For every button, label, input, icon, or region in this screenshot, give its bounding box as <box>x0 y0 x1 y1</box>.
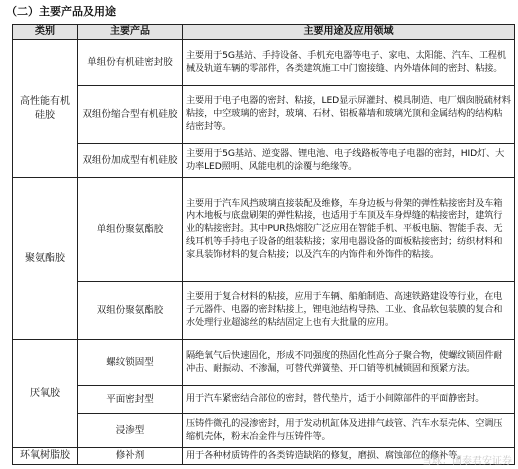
product-cell: 单组份聚氨酯胶 <box>78 178 183 282</box>
usage-cell: 压铸件微孔的浸渗密封，用于发动机缸体及进排气歧管、汽车水泵壳体、空调压缩机壳体，粉末冶金件与压铸件等。 <box>183 414 515 448</box>
usage-cell: 主要用于汽车风挡玻璃直接装配及维修，车身边板与骨架的弹性粘接密封及车箱内木地板与底盘刷架的弹性粘接，也适用于车顶及车身焊缝的粘接密封，建筑行业的粘接密封。其中PUR热熔胶广泛应用在智能手机、平板电脑、智能手表、无线耳机等手持电子设备的组装粘接；家用电器设备的面板粘接密封；纺织材料和家具装饰材料的复合粘接；以及汽车的内饰件和外饰件的粘接。 <box>183 178 515 282</box>
category-cell: 高性能有机硅胶 <box>13 40 78 178</box>
table-row <box>13 340 515 386</box>
table-row <box>13 86 515 144</box>
watermark: 雪球：国泰君安证券 <box>422 456 512 467</box>
product-cell: 双组份加成型有机硅胶 <box>78 144 183 178</box>
category-cell: 环氧树脂胶 <box>13 448 78 465</box>
header-usage: 主要用途及应用领域 <box>183 25 515 40</box>
product-cell: 单组份有机硅密封胶 <box>78 40 183 86</box>
product-cell: 双组份聚氨酯胶 <box>78 282 183 340</box>
usage-cell: 主要用于复合材料的粘接，应用于车辆、船舶制造、高速铁路建设等行业，在电子元器件、电器的密封粘接上，锂电池结构导热、工业、食品软包装膜的复合和水处理行业超滤丝的粘结固定上也有大批量的应用。 <box>183 282 515 340</box>
product-cell: 螺纹锁固型 <box>78 340 183 386</box>
table-row <box>13 282 515 340</box>
header-product: 主要产品 <box>78 25 183 40</box>
usage-cell: 主要用于5G基站、逆变器、锂电池、电子线路板等电子电器的密封，HID灯、大功率LED照明、风能电机的涂覆与绝缘等。 <box>183 144 515 178</box>
category-cell: 厌氧胶 <box>13 340 78 448</box>
table-row <box>13 386 515 414</box>
table-row <box>13 414 515 448</box>
products-table <box>12 24 515 465</box>
product-cell: 平面密封型 <box>78 386 183 414</box>
product-cell: 浸渗型 <box>78 414 183 448</box>
category-cell: 聚氨酯胶 <box>13 178 78 340</box>
usage-cell: 隔绝氧气后快速固化，形成不同强度的热固化性高分子聚合物，使螺纹锁固件耐冲击、耐振动、不渗漏，可替代弹簧垫、开口销等机械锁固和预紧方法。 <box>183 340 515 386</box>
usage-cell: 主要用于电子电器的密封、粘接，LED显示屏灌封、模具制造、电厂烟囱脱硫材料粘接，中空玻璃的密封，玻璃、石材、铝板幕墙和玻璃光顶和金属结构的结构粘结密封等。 <box>183 86 515 144</box>
product-cell: 修补剂 <box>78 448 183 465</box>
usage-cell: 用于汽车紧密结合部位的密封，替代垫片，适于小间隙部件的平面静密封。 <box>183 386 515 414</box>
header-category: 类别 <box>13 25 78 40</box>
table-row <box>13 144 515 178</box>
table-header-row <box>13 25 515 40</box>
usage-cell: 主要用于5G基站、手持设备、手机充电器等电子、家电、太阳能、汽车、工程机械及轨道车辆的零部件，各类建筑施工中门窗接缝、内外墙体间的密封、粘接。 <box>183 40 515 86</box>
usage-cell: 用于各种材质铸件的各类铸造缺陷的修复，磨损、腐蚀部位的修补等。 <box>183 448 515 465</box>
table-row <box>13 40 515 86</box>
section-heading: （二）主要产品及用途 <box>6 5 116 18</box>
table-row <box>13 178 515 282</box>
product-cell: 双组份缩合型有机硅胶 <box>78 86 183 144</box>
